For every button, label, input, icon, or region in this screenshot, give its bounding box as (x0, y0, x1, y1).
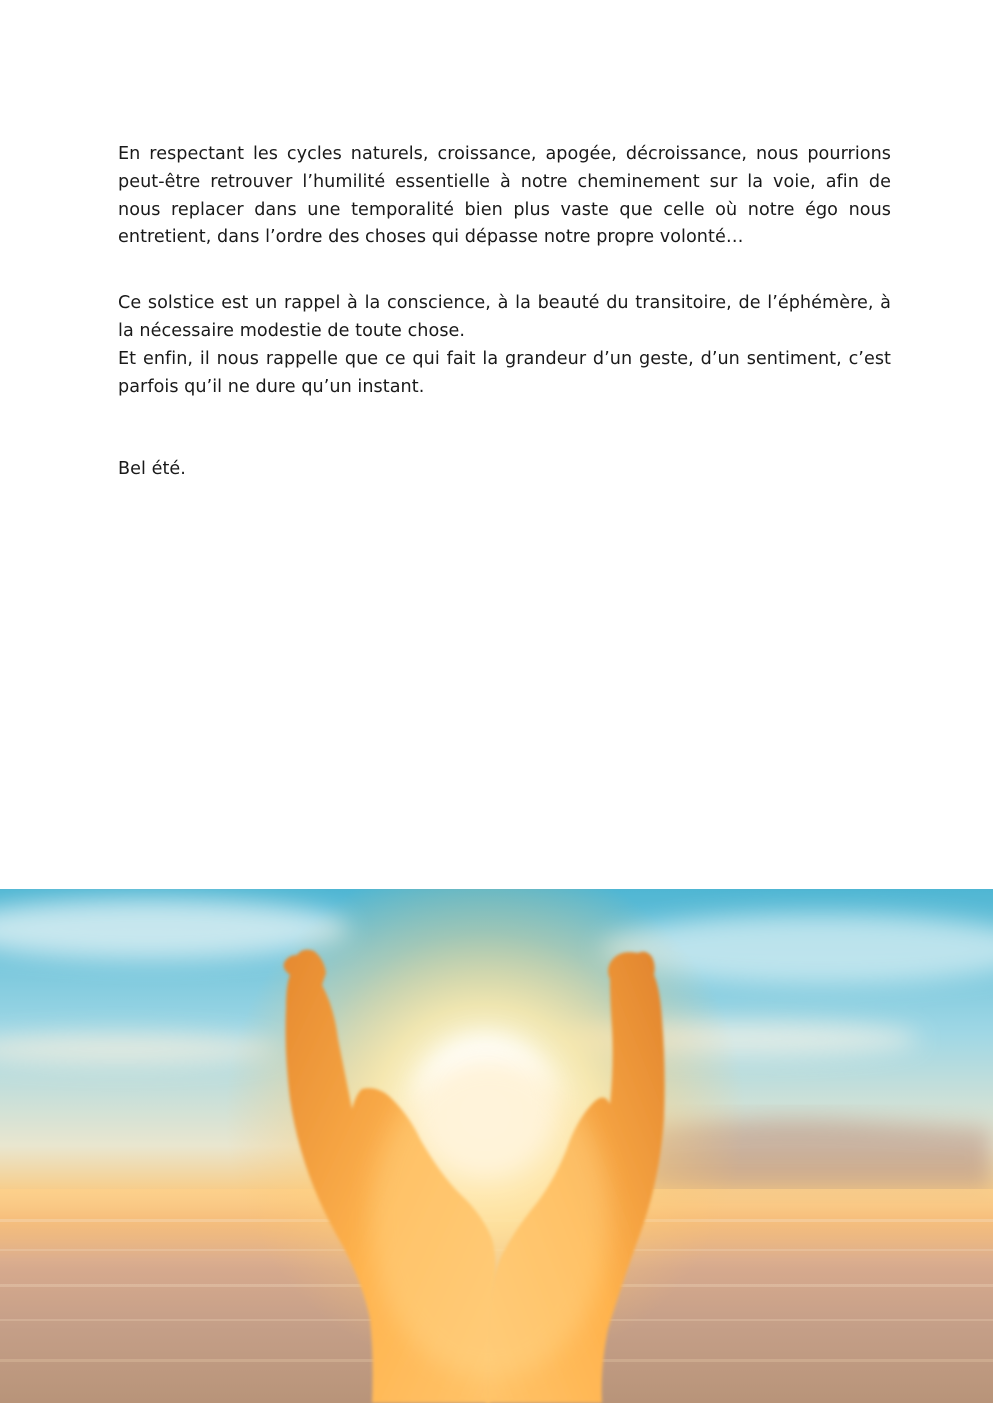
paragraph-solstice: Ce solstice est un rappel à la conscience, à la beauté du transitoire, de l’éphémère, à la nécessaire modestie de toute chose. (118, 293, 891, 341)
paragraph-cycles: En respectant les cycles naturels, croissance, apogée, décroissance, nous pourrions peut-être retrouver l’humilité essentielle à notre cheminement sur la voie, afin de nous replacer dans une temporalité bien plus vaste que celle où notre égo nous entretient, dans l’ordre des choses qui dépasse notre propre volonté… (118, 144, 891, 248)
hand-inner-light (370, 1059, 610, 1379)
sunset-hands-illustration (0, 889, 993, 1403)
text-column (118, 141, 891, 484)
closing-greeting: Bel été. (118, 459, 186, 480)
paragraph-grandeur: Et enfin, il nous rappelle que ce qui fait la grandeur d’un geste, d’un sentiment, c’est parfois qu’il ne dure qu’un instant. (118, 348, 891, 397)
sunset-hands-photo (0, 889, 993, 1403)
